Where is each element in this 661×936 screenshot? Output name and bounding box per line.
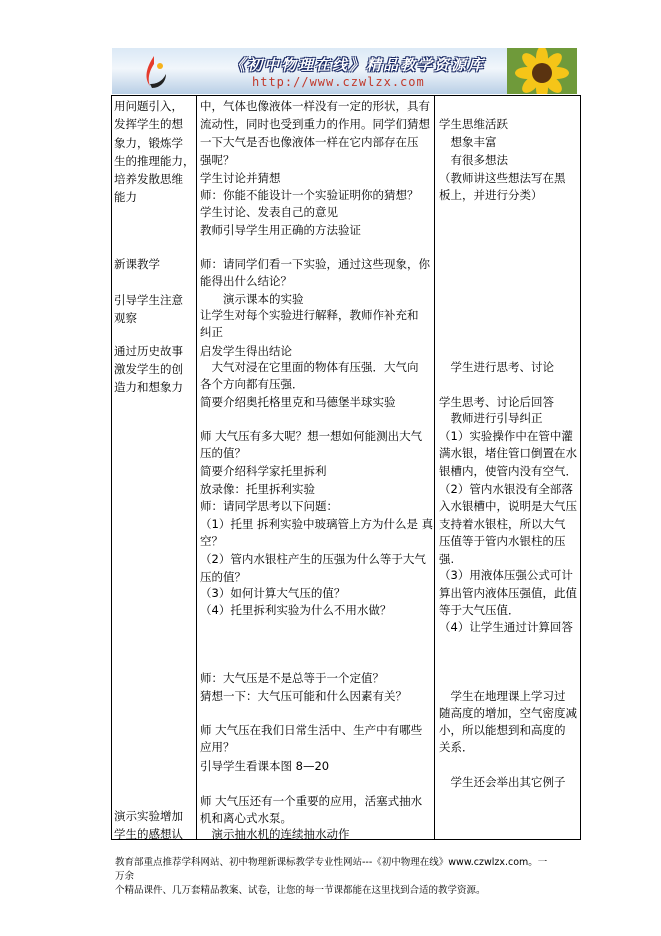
- table-cell-line: （3）如何计算大气压的值？: [200, 586, 346, 600]
- table-cell-line: 流动性，同时也受到重力的作用。同学们猜想: [200, 117, 430, 131]
- table-cell-line: 有很多想法: [439, 153, 508, 167]
- table-cell-line: 空？: [200, 534, 223, 548]
- table-cell-line: 师 大气压还有一个重要的应用，活塞式抽水: [200, 794, 423, 808]
- table-cell-line: 中，气体也像液体一样没有一定的形状，具有: [200, 99, 430, 113]
- table-cell-line: 培养发散思维: [114, 172, 183, 186]
- table-cell-line: （2）管内水银没有全部落: [439, 482, 573, 496]
- table-cell-line: 通过历史故事: [114, 344, 183, 358]
- table-cell-line: 板上，并进行分类）: [439, 188, 543, 202]
- table-cell-line: 学生进行思考、讨论: [439, 360, 554, 374]
- table-cell-line: 新课教学: [114, 257, 160, 271]
- table-cell-line: 学生讨论、发表自己的意见: [200, 205, 338, 219]
- table-cell-line: 学生的感想认: [114, 827, 183, 841]
- table-cell-line: 关系．: [439, 740, 474, 754]
- table-cell-line: 一下大气是否也像液体一样在它内部存在压: [200, 135, 419, 149]
- table-cell-line: 师 大气压有多大呢？想一想如何能测出大气: [200, 429, 423, 443]
- header-banner: [112, 48, 577, 94]
- table-cell-line: 简要介绍奥托格里克和马德堡半球实验: [200, 395, 396, 409]
- table-cell-line: 满水银，堵住管口倒置在水: [439, 446, 577, 460]
- table-cell-line: 纠正: [200, 325, 223, 339]
- site-logo-icon: [140, 54, 168, 90]
- table-cell-line: 强呢？: [200, 153, 235, 167]
- table-cell-line: （1）实验操作中在管中灌: [439, 429, 573, 443]
- table-cell-line: 学生在地理课上学习过: [439, 689, 566, 703]
- table-cell-line: 压的值？: [200, 570, 246, 584]
- table-cell-line: 启发学生得出结论: [200, 344, 292, 358]
- table-cell-line: 演示抽水机的连续抽水动作: [200, 827, 350, 841]
- sunflower-icon: [507, 48, 577, 94]
- table-cell-line: 银槽内，使管内没有空气．: [439, 464, 577, 478]
- table-cell-line: 压的值？: [200, 446, 246, 460]
- table-cell-line: 师：大气压是不是总等于一个定值？: [200, 671, 384, 685]
- table-cell-line: 师 大气压在我们日常生活中、生产中有哪些: [200, 723, 423, 737]
- table-cell-line: 教师进行引导纠正: [439, 411, 543, 425]
- table-cell-line: 各个方向都有压强．: [200, 377, 304, 391]
- table-cell-line: 教师引导学生用正确的方法验证: [200, 223, 361, 237]
- table-cell-line: 能力: [114, 190, 137, 204]
- table-cell-line: 随高度的增加，空气密度减: [439, 706, 577, 720]
- table-cell-line: 师：请同学思考以下问题：: [200, 499, 338, 513]
- column-divider: [434, 96, 435, 839]
- table-cell-line: 激发学生的创: [114, 362, 183, 376]
- table-cell-line: 机和离心式水泵。: [200, 811, 292, 825]
- table-cell-line: 演示课本的实验: [200, 292, 304, 306]
- table-cell-line: 猜想一下：大气压可能和什么因素有关？: [200, 689, 407, 703]
- table-cell-line: 造力和想象力: [114, 380, 183, 394]
- banner-url[interactable]: http://www.czwlzx.com: [252, 75, 425, 89]
- table-cell-line: 演示实验增加: [114, 809, 183, 823]
- banner-title: 《初中物理在线》精品教学资源库: [230, 56, 486, 74]
- table-cell-line: 简要介绍科学家托里拆利: [200, 464, 327, 478]
- table-cell-line: 应用？: [200, 740, 235, 754]
- table-cell-line: 想象丰富: [439, 135, 497, 149]
- table-cell-line: 算出管内液体压强值，此值: [439, 586, 577, 600]
- table-cell-line: 引导学生注意: [114, 293, 183, 307]
- table-cell-line: 压值等于管内水银柱的压: [439, 534, 566, 548]
- table-cell-line: 引导学生看课本图 8—20: [200, 759, 330, 773]
- column-divider: [196, 96, 197, 839]
- table-cell-line: （教师讲这些想法写在黑: [439, 171, 566, 185]
- table-cell-line: （4）让学生通过计算回答: [439, 620, 573, 634]
- table-cell-line: 支持着水银柱，所以大气: [439, 517, 566, 531]
- footer-note: [115, 856, 555, 898]
- table-cell-line: 观察: [114, 311, 137, 325]
- table-cell-line: 能得出什么结论？: [200, 274, 292, 288]
- table-cell-line: 发挥学生的想: [114, 117, 183, 131]
- table-cell-line: 等于大气压值．: [439, 603, 520, 617]
- table-cell-line: （4）托里拆利实验为什么不用水做？: [200, 603, 392, 617]
- table-cell-line: 师：你能不能设计一个实验证明你的猜想？: [200, 188, 419, 202]
- table-cell-line: 象力，锻炼学: [114, 136, 183, 150]
- table-cell-line: 学生思维活跃: [439, 117, 508, 131]
- table-cell-line: 学生思考、讨论后回答: [439, 395, 554, 409]
- table-cell-line: （1）托里 拆利实验中玻璃管上方为什么是 真: [200, 517, 434, 531]
- table-cell-line: 学生还会举出其它例子: [439, 775, 566, 789]
- table-cell-line: 师：请同学们看一下实验，通过这些现象，你: [200, 257, 430, 271]
- table-cell-line: 学生讨论并猜想: [200, 171, 281, 185]
- table-cell-line: 生的推理能力，: [114, 154, 195, 168]
- table-cell-line: 放录像：托里拆利实验: [200, 482, 315, 496]
- footer-line: 教育部重点推荐学科网站、初中物理新课标教学专业性网站---《初中物理在线》www.czwlzx.com。一万余: [115, 857, 548, 882]
- table-cell-line: 入水银槽中，说明是大气压: [439, 499, 577, 513]
- table-cell-line: 让学生对每个实验进行解释，教师作补充和: [200, 308, 419, 322]
- table-cell-line: 小，所以能想到和高度的: [439, 723, 566, 737]
- table-cell-line: （3）用液体压强公式可计: [439, 568, 573, 582]
- table-cell-line: 强.: [439, 552, 455, 566]
- footer-line: 个精品课件、几万套精品教案、试卷，让您的每一节课都能在这里找到合适的教学资源。: [115, 885, 486, 896]
- table-cell-line: （2）管内水银柱产生的压强为什么等于大气: [200, 552, 426, 566]
- lesson-plan-table: [111, 95, 581, 840]
- table-cell-line: 用问题引入，: [114, 99, 183, 113]
- table-cell-line: 大气对浸在它里面的物体有压强．大气向: [200, 360, 419, 374]
